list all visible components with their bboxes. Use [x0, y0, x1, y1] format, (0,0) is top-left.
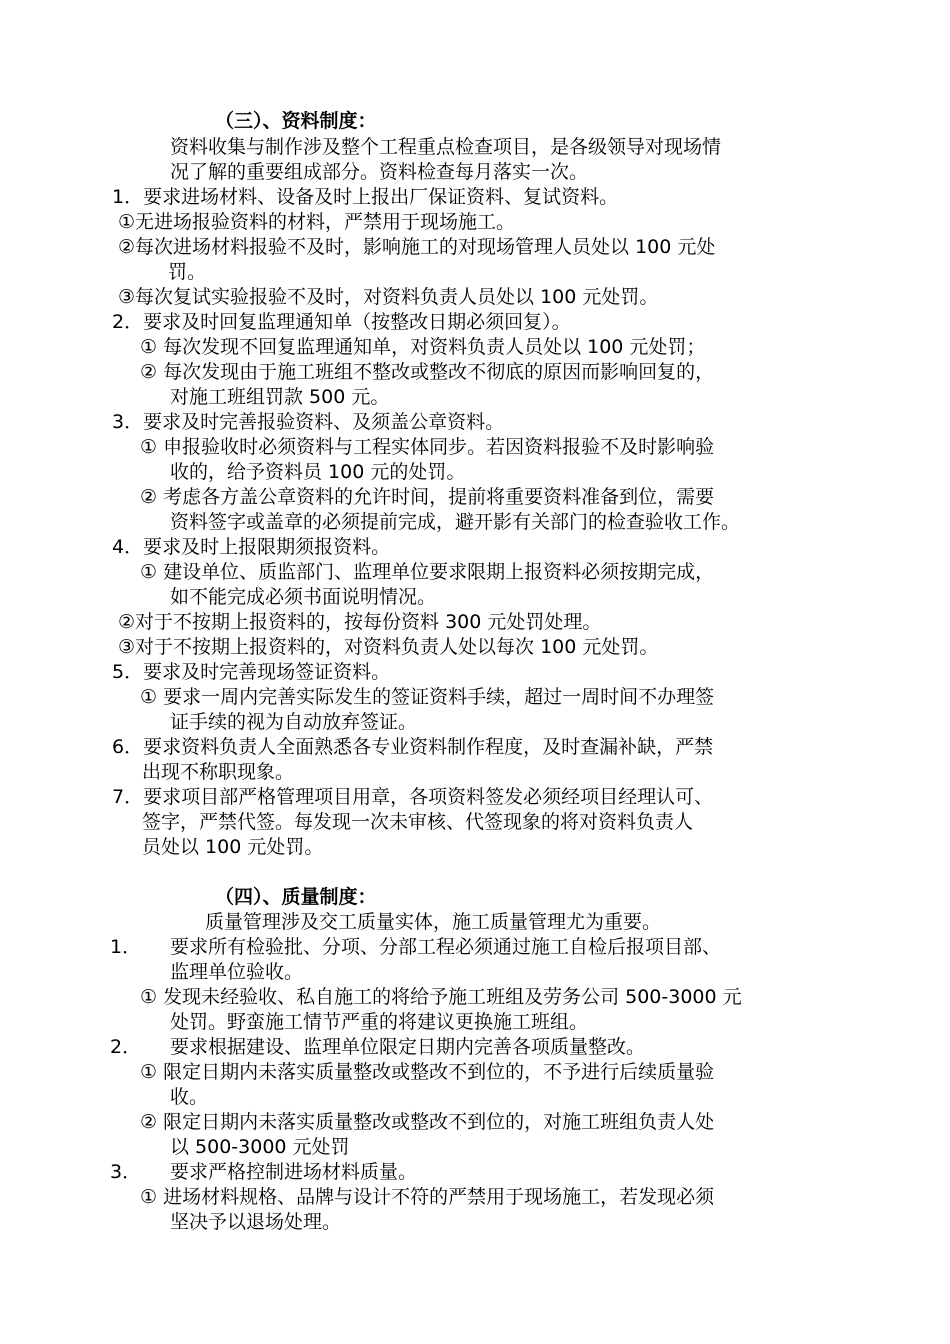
q-item-2-sub-2-line2: 以 500-3000 元处罚	[170, 1136, 350, 1158]
section-3-intro-line2: 况了解的重要组成部分。资料检查每月落实一次。	[170, 161, 589, 183]
item-7-line3: 员处以 100 元处罚。	[142, 836, 324, 858]
section-4-intro: 质量管理涉及交工质量实体，施工质量管理尤为重要。	[205, 911, 662, 933]
item-3-sub-1-line1: ① 申报验收时必须资料与工程实体同步。若因资料报验不及时影响验	[140, 436, 715, 458]
item-3-sub-1-line2: 收的，给予资料员 100 元的处罚。	[170, 461, 466, 483]
item-6-line1: 6．要求资料负责人全面熟悉各专业资料制作程度，及时查漏补缺，严禁	[112, 736, 714, 758]
item-5-sub-1-line2: 证手续的视为自动放弃签证。	[170, 711, 418, 733]
section-3-heading: （三）、资料制度：	[215, 110, 377, 132]
section-3-intro-line1: 资料收集与制作涉及整个工程重点检查项目，是各级领导对现场情	[170, 136, 722, 158]
q-item-3-sub-1-line1: ① 进场材料规格、品牌与设计不符的严禁用于现场施工，若发现必须	[140, 1186, 715, 1208]
item-5-sub-1-line1: ① 要求一周内完善实际发生的签证资料手续，超过一周时间不办理签	[140, 686, 715, 708]
q-item-3-sub-1-line2: 坚决予以退场处理。	[170, 1211, 342, 1233]
item-4-sub-3: ③对于不按期上报资料的，对资料负责人处以每次 100 元处罚。	[118, 636, 659, 658]
q-item-2-sub-2-line1: ② 限定日期内未落实质量整改或整改不到位的，对施工班组负责人处	[140, 1111, 715, 1133]
item-2-sub-2-line1: ② 每次发现由于施工班组不整改或整改不彻底的原因而影响回复的，	[140, 361, 715, 383]
q-item-1-line2: 监理单位验收。	[170, 961, 304, 983]
item-1-sub-2-line2: 罚。	[168, 261, 207, 283]
item-7-line2: 签字，严禁代签。每发现一次未审核、代签现象的将对资料负责人	[142, 811, 694, 833]
item-2: 2．要求及时回复监理通知单（按整改日期必须回复）。	[112, 311, 571, 333]
item-3-sub-2-line1: ② 考虑各方盖公章资料的允许时间，提前将重要资料准备到位，需要	[140, 486, 715, 508]
item-4: 4．要求及时上报限期须报资料。	[112, 536, 391, 558]
item-4-sub-1-line1: ① 建设单位、质监部门、监理单位要求限期上报资料必须按期完成，	[140, 561, 715, 583]
q-item-1-sub-1-line1: ① 发现未经验收、私自施工的将给予施工班组及劳务公司 500-3000 元	[140, 986, 742, 1008]
q-item-2-sub-1-line1: ① 限定日期内未落实质量整改或整改不到位的，不予进行后续质量验	[140, 1061, 715, 1083]
q-item-1-number: 1．	[110, 936, 142, 958]
item-1-sub-1: ①无进场报验资料的材料，严禁用于现场施工。	[118, 211, 516, 233]
item-2-sub-1: ① 每次发现不回复监理通知单，对资料负责人员处以 100 元处罚；	[140, 336, 706, 358]
item-4-sub-1-line2: 如不能完成必须书面说明情况。	[170, 586, 437, 608]
item-2-sub-2-line2: 对施工班组罚款 500 元。	[170, 386, 390, 408]
item-1-sub-3: ③每次复试实验报验不及时，对资料负责人员处以 100 元处罚。	[118, 286, 659, 308]
item-1-sub-2-line1: ②每次进场材料报验不及时，影响施工的对现场管理人员处以 100 元处	[118, 236, 716, 258]
q-item-3-number: 3．	[110, 1161, 142, 1183]
q-item-2-line1: 要求根据建设、监理单位限定日期内完善各项质量整改。	[170, 1036, 646, 1058]
q-item-2-number: 2．	[110, 1036, 142, 1058]
q-item-1-line1: 要求所有检验批、分项、分部工程必须通过施工自检后报项目部、	[170, 936, 722, 958]
item-4-sub-2: ②对于不按期上报资料的，按每份资料 300 元处罚处理。	[118, 611, 602, 633]
item-5: 5．要求及时完善现场签证资料。	[112, 661, 391, 683]
q-item-1-sub-1-line2: 处罚。野蛮施工情节严重的将建议更换施工班组。	[170, 1011, 589, 1033]
section-4-heading: （四）、质量制度：	[215, 886, 377, 908]
item-1: 1．要求进场材料、设备及时上报出厂保证资料、复试资料。	[112, 186, 619, 208]
q-item-2-sub-1-line2: 收。	[170, 1086, 209, 1108]
item-3: 3．要求及时完善报验资料、及须盖公章资料。	[112, 411, 505, 433]
item-6-line2: 出现不称职现象。	[142, 761, 295, 783]
item-7-line1: 7．要求项目部严格管理项目用章，各项资料签发必须经项目经理认可、	[112, 786, 714, 808]
item-3-sub-2-line2: 资料签字或盖章的必须提前完成，避开影有关部门的检查验收工作。	[170, 511, 741, 533]
q-item-3-line1: 要求严格控制进场材料质量。	[170, 1161, 418, 1183]
